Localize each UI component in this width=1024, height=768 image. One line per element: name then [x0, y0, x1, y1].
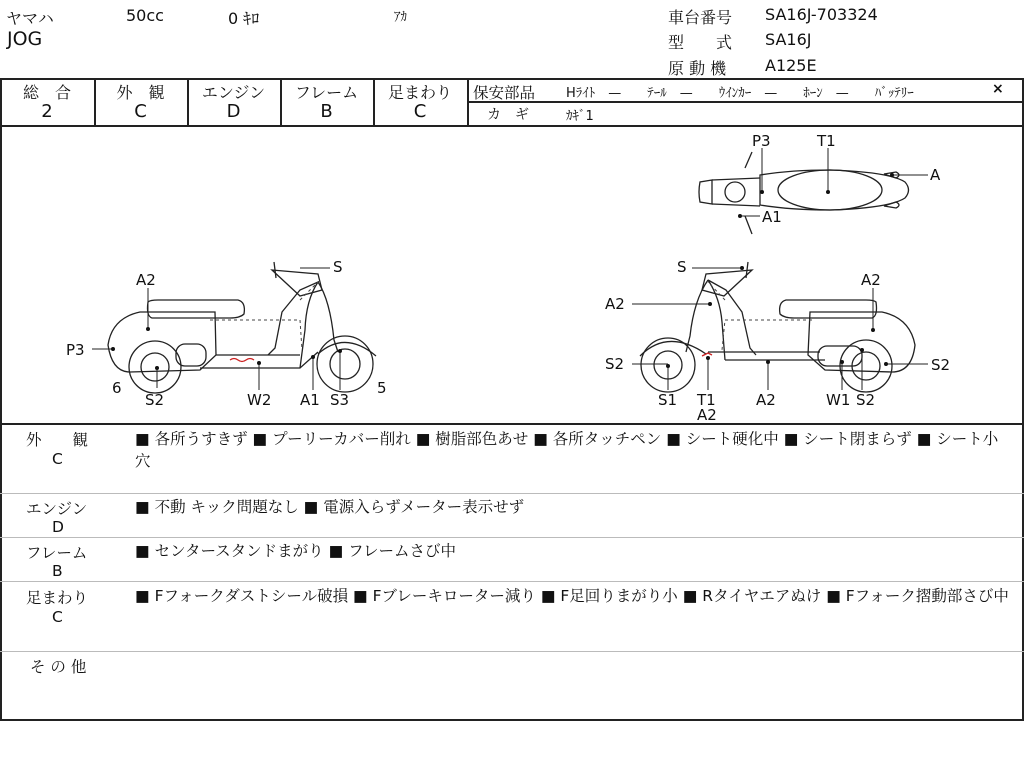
safety-parts-label: 保安部品 — [473, 84, 536, 102]
grade-exterior-value: C — [134, 101, 147, 122]
section-frame-text: ■ センタースタンドまがり ■ フレームさび中 — [135, 542, 457, 560]
label-left-A1: A1 — [300, 391, 320, 409]
section-frame-grade: B — [52, 562, 63, 580]
label-left-W2: W2 — [247, 391, 272, 409]
label-right-S2-front: S2 — [605, 355, 625, 373]
maker-name: ヤマハ — [6, 9, 54, 28]
section-suspension-title: 足まわり — [26, 589, 89, 607]
damage-mark-left — [230, 359, 254, 362]
label-top-A: A — [930, 166, 941, 184]
label-left-S3: S3 — [330, 391, 350, 409]
body-color: ｱｶ — [394, 10, 407, 25]
model-name: JOG — [7, 28, 43, 50]
engine-model-value: A125E — [765, 56, 817, 75]
grade-exterior-label: 外 観 — [116, 83, 165, 102]
type-label: 型 式 — [668, 33, 733, 52]
frame-number-value: SA16J-703324 — [765, 5, 878, 24]
label-right-A2-lower: A2 — [697, 406, 717, 422]
label-left-P3: P3 — [66, 341, 85, 359]
grade-frame-label: フレーム — [294, 83, 359, 102]
label-right-A2-upper: A2 — [605, 295, 625, 313]
scooter-top-view — [699, 152, 909, 234]
grade-total-label: 総 合 — [22, 83, 71, 102]
grade-engine-label: エンジン — [201, 83, 266, 102]
safety-parts-items: Hﾗｲﾄ — ﾃｰﾙ — ｳｲﾝｶｰ — ﾎｰﾝ — ﾊﾞｯﾃﾘｰ — [566, 86, 914, 101]
label-right-W1: W1 — [826, 391, 851, 409]
label-right-S: S — [677, 258, 687, 276]
label-right-S2-rear: S2 — [931, 356, 951, 374]
label-left-S2: S2 — [145, 391, 165, 409]
label-top-A1: A1 — [762, 208, 782, 226]
label-right-A2-floor: A2 — [756, 391, 776, 409]
key-label: カ ギ — [487, 107, 529, 123]
key-value: ｶｷﾞ1 — [566, 109, 594, 124]
label-left-6: 6 — [112, 379, 122, 397]
label-top-T1: T1 — [817, 132, 836, 150]
label-right-A2-seat: A2 — [861, 271, 881, 289]
frame-number-label: 車台番号 — [668, 8, 733, 27]
section-suspension-grade: C — [52, 608, 63, 626]
mileage: 0 ｷﾛ — [228, 9, 260, 28]
type-value: SA16J — [765, 30, 812, 49]
section-other-title: そ の 他 — [30, 658, 87, 676]
grade-engine-value: D — [226, 101, 241, 122]
grade-suspension-value: C — [413, 101, 427, 122]
label-right-T1: T1 — [697, 391, 716, 409]
label-top-P3: P3 — [752, 132, 771, 150]
battery-missing-mark: × — [992, 81, 1004, 97]
section-engine-text: ■ 不動 キック問題なし ■ 電源入らずメーター表示せず — [135, 498, 525, 516]
section-engine-title: エンジン — [26, 500, 88, 518]
section-engine-grade: D — [52, 518, 64, 536]
section-suspension-text: ■ Fフォークダストシール破損 ■ Fブレーキローター減り ■ F足回りまがり小 ■ Rタイヤエアぬけ ■ Fフォーク摺動部さび中 — [135, 587, 1009, 605]
section-exterior-text: ■ 各所うすきず ■ プーリーカバー削れ ■ 樹脂部色あせ ■ 各所タッチペン ■ シート硬化中 ■ シート閉まらず ■ シート小穴 — [135, 430, 999, 470]
label-right-S1: S1 — [658, 391, 678, 409]
label-left-5: 5 — [377, 379, 387, 397]
grade-suspension-label: 足まわり — [387, 83, 452, 102]
section-exterior-title: 外 観 — [26, 431, 89, 449]
label-left-S: S — [333, 258, 343, 276]
label-left-A2: A2 — [136, 271, 156, 289]
damage-mark-right — [702, 353, 712, 356]
displacement: 50cc — [126, 6, 164, 25]
section-frame-title: フレーム — [26, 544, 88, 562]
grade-frame-value: B — [320, 101, 333, 122]
label-right-S2-lower: S2 — [856, 391, 876, 409]
section-exterior-grade: C — [52, 450, 63, 468]
grade-total-value: 2 — [41, 101, 53, 122]
engine-model-label: 原 動 機 — [668, 59, 727, 78]
damage-diagram — [0, 126, 1024, 422]
